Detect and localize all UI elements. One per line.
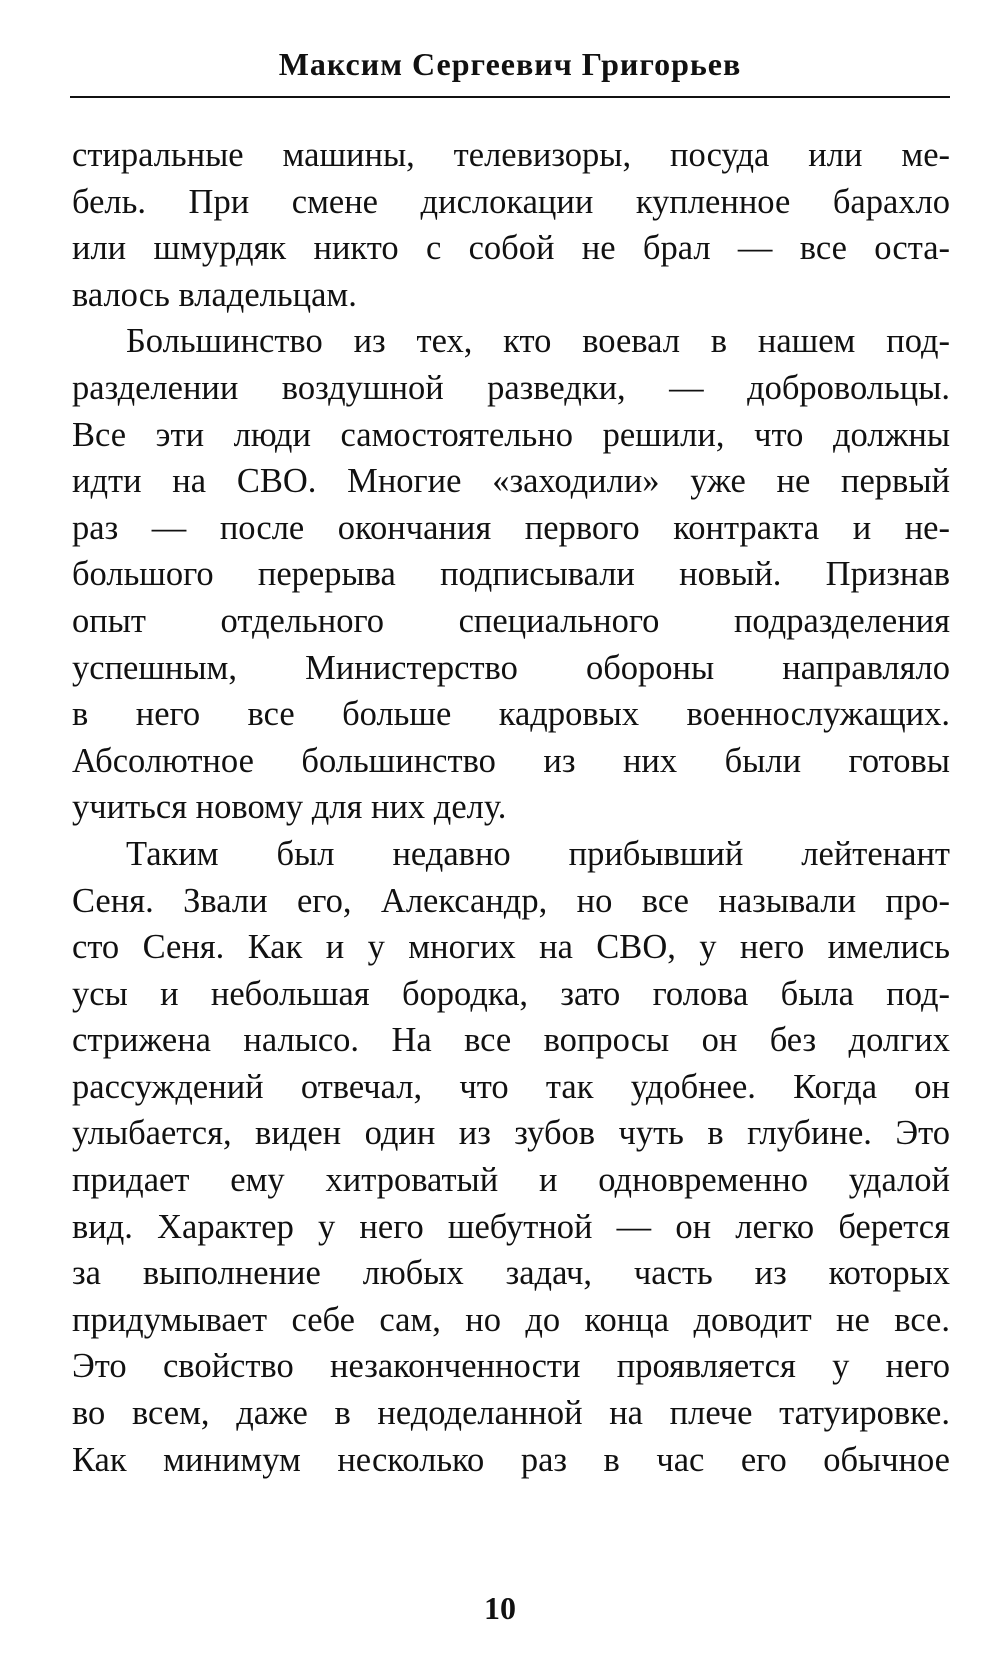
text-line: во всем, даже в недоделанной на плече татуировке.	[72, 1394, 950, 1433]
text-line: раз — после окончания первого контракта и не-	[72, 508, 950, 547]
text-line: Все эти люди самостоятельно решили, что должны	[72, 415, 950, 454]
text-line: придает ему хитроватый и одновременно удалой	[72, 1161, 950, 1200]
text-line: рассуждений отвечал, что так удобнее. Когда он	[72, 1067, 950, 1106]
text-line: стиральные машины, телевизоры, посуда или ме-	[72, 136, 950, 174]
text-line: успешным, Министерство обороны направляло	[72, 648, 950, 687]
text-line: большого перерыва подписывали новый. Признав	[72, 555, 950, 594]
text-line: опыт отдельного специального подразделения	[72, 601, 950, 640]
text-line: Как минимум несколько раз в час его обычное	[72, 1440, 950, 1479]
text-line: Большинство из тех, кто воевал в нашем под-	[126, 322, 950, 361]
text-line: сто Сеня. Как и у многих на СВО, у него имелись	[72, 928, 950, 967]
text-line: в него все больше кадровых военнослужащих.	[72, 695, 950, 734]
text-line: Таким был недавно прибывший лейтенант	[126, 834, 950, 873]
text-line: или шмурдяк никто с собой не брал — все оста-	[72, 229, 950, 268]
text-line: идти на СВО. Многие «заходили» уже не первый	[72, 462, 950, 501]
paragraph-3	[72, 831, 950, 1483]
text-line: придумывает себе сам, но до конца доводит не все.	[72, 1300, 950, 1339]
text-line: Сеня. Звали его, Александр, но все называли про-	[72, 881, 950, 920]
text-line: за выполнение любых задач, часть из которых	[72, 1254, 950, 1293]
body-text	[72, 132, 950, 1483]
text-line: стрижена налысо. На все вопросы он без долгих	[72, 1021, 950, 1060]
text-line: улыбается, виден один из зубов чуть в глубине. Это	[72, 1114, 950, 1153]
text-line: учиться новому для них делу.	[72, 788, 507, 827]
text-line: Это свойство незаконченности проявляется у него	[72, 1347, 950, 1386]
running-header-author: Максим Сергеевич Григорьев	[278, 46, 742, 82]
text-line: Абсолютное большинство из них были готовы	[72, 741, 950, 780]
text-line: бель. При смене дислокации купленное барахло	[72, 182, 950, 221]
page-number: 10	[484, 1590, 516, 1626]
text-line: усы и небольшая бородка, зато голова была под-	[72, 974, 950, 1013]
text-line: вид. Характер у него шебутной — он легко берется	[72, 1207, 950, 1246]
text-line: валось владельцам.	[72, 275, 357, 314]
text-line: разделении воздушной разведки, — добровольцы.	[72, 368, 950, 407]
paragraph-1	[72, 132, 950, 318]
paragraph-2	[72, 318, 950, 831]
header-rule	[70, 96, 950, 98]
